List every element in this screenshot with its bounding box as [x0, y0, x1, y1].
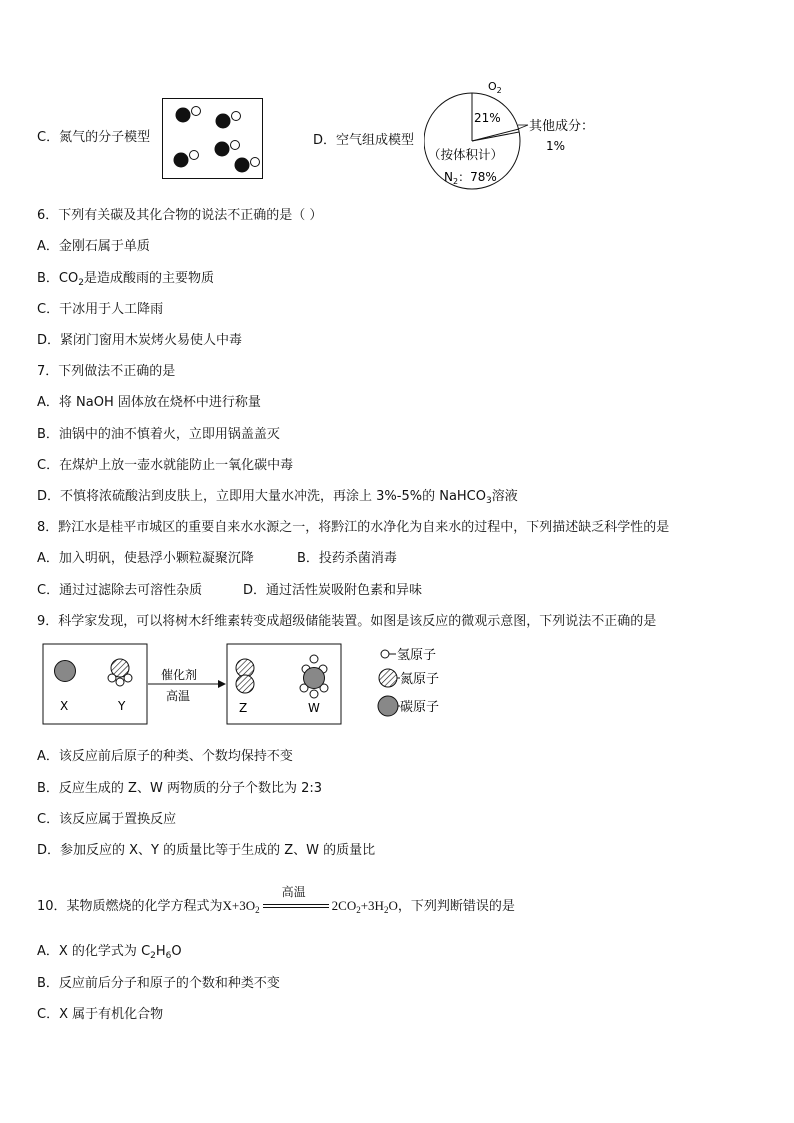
- molecule-n2-5: [235, 158, 260, 173]
- legend-carbon: [378, 696, 439, 716]
- volume-basis-label: （按体积计）: [428, 147, 504, 162]
- nitrogen-molecule-figure: [163, 99, 262, 178]
- label-z: Z: [239, 701, 248, 715]
- o2-label: $O_2$: [488, 80, 502, 95]
- svg-text:氢原子: 氢原子: [397, 648, 437, 663]
- q9-option-c: C．该反应属于置换反应: [37, 812, 177, 827]
- reaction-micro-diagram: [40, 640, 470, 730]
- molecule-w: [300, 655, 328, 698]
- label-w: W: [308, 701, 320, 715]
- o2-percent: 21%: [474, 111, 501, 125]
- molecule-z: [236, 659, 254, 693]
- other-label: 其他成分：: [529, 119, 595, 134]
- molecule-n2-4: [215, 141, 240, 157]
- n2-label: $N_2$：78%: [444, 170, 497, 186]
- q7-option-c: C．在煤炉上放一壶水就能防止一氧化碳中毒: [37, 458, 294, 473]
- q7-option-b: B．油锅中的油不慎着火，立即用锅盖盖灭: [37, 427, 280, 442]
- molecule-x: [55, 661, 76, 682]
- svg-text:氮原子: 氮原子: [400, 672, 440, 687]
- q10-option-b: B．反应前后分子和原子的个数和种类不变: [37, 976, 280, 991]
- q9-stem: 9．科学家发现，可以将树木纤维素转变成超级储能装置。如图是该反应的微观示意图，下列说法不正确的是: [37, 614, 657, 629]
- q7-stem: 7．下列做法不正确的是: [37, 364, 176, 379]
- q9-option-b: B．反应生成的 Z、W 两物质的分子个数比为 2:3: [37, 781, 322, 796]
- svg-text:碳原子: 碳原子: [400, 700, 440, 715]
- q6-option-c: C．干冰用于人工降雨: [37, 302, 164, 317]
- q10-option-c: C．X 属于有机化合物: [37, 1007, 164, 1022]
- condition-label: 高温: [166, 689, 191, 703]
- q8-option-b: B．投药杀菌消毒: [297, 551, 397, 566]
- molecule-n2-2: [216, 112, 241, 129]
- q8-option-a: A．加入明矾，使悬浮小颗粒凝聚沉降: [37, 551, 254, 566]
- q9-option-d: D．参加反应的 X、Y 的质量比等于生成的 Z、W 的质量比: [37, 843, 376, 858]
- reaction-arrowhead: [218, 680, 226, 688]
- other-leader-line-2: [518, 125, 528, 129]
- nitrogen-molecule-model: [162, 98, 263, 179]
- q8-option-c: C．通过过滤除去可溶性杂质: [37, 583, 203, 598]
- other-percent: 1%: [546, 139, 566, 153]
- reactants-box: [43, 644, 147, 724]
- q6-option-a: A．金刚石属于单质: [37, 239, 150, 254]
- legend-nitrogen: [379, 669, 439, 687]
- catalyst-label: 催化剂: [161, 668, 198, 682]
- equation-condition-arrow: 高温: [260, 897, 332, 915]
- q7-option-a: A．将 NaOH 固体放在烧杯中进行称量: [37, 395, 261, 410]
- molecule-n2-1: [176, 107, 201, 123]
- q6-stem: 6．下列有关碳及其化合物的说法不正确的是（ ）: [37, 208, 323, 223]
- molecule-n2-3: [174, 151, 199, 168]
- q10-option-a: A．X 的化学式为 $C_2H_6O$: [37, 944, 182, 961]
- q6-option-d: D．紧闭门窗用木炭烤火易使人中毒: [37, 333, 243, 348]
- q5-option-d-label: D．空气组成模型: [313, 133, 415, 148]
- legend-hydrogen: [381, 648, 436, 663]
- label-y: Y: [118, 699, 126, 713]
- q7-option-d: D．不慎将浓硫酸沾到皮肤上，立即用大量水冲洗，再涂上 3%-5%的 NaHCO$_3$溶液: [37, 489, 518, 506]
- q9-option-a: A．该反应前后原子的种类、个数均保持不变: [37, 749, 293, 764]
- q6-option-b: B．$CO_2$是造成酸雨的主要物质: [37, 271, 214, 288]
- q5-option-c-label: C．氮气的分子模型: [37, 130, 151, 145]
- q10-stem: 10．某物质燃烧的化学方程式为$X+3O_2$ 高温 $2CO_2+3H_2O$，下列判断错误的是: [37, 885, 515, 915]
- molecule-y: [108, 659, 132, 686]
- label-x: X: [60, 699, 69, 713]
- q8-stem: 8．黔江水是桂平市城区的重要自来水水源之一，将黔江的水净化为自来水的过程中，下列描述缺乏科学性的是: [37, 520, 670, 535]
- chemical-equation: $X+3O_2$ 高温 $2CO_2+3H_2O$: [222, 885, 398, 915]
- air-composition-pie: [424, 78, 604, 190]
- q8-option-d: D．通过活性炭吸附色素和异味: [243, 583, 423, 598]
